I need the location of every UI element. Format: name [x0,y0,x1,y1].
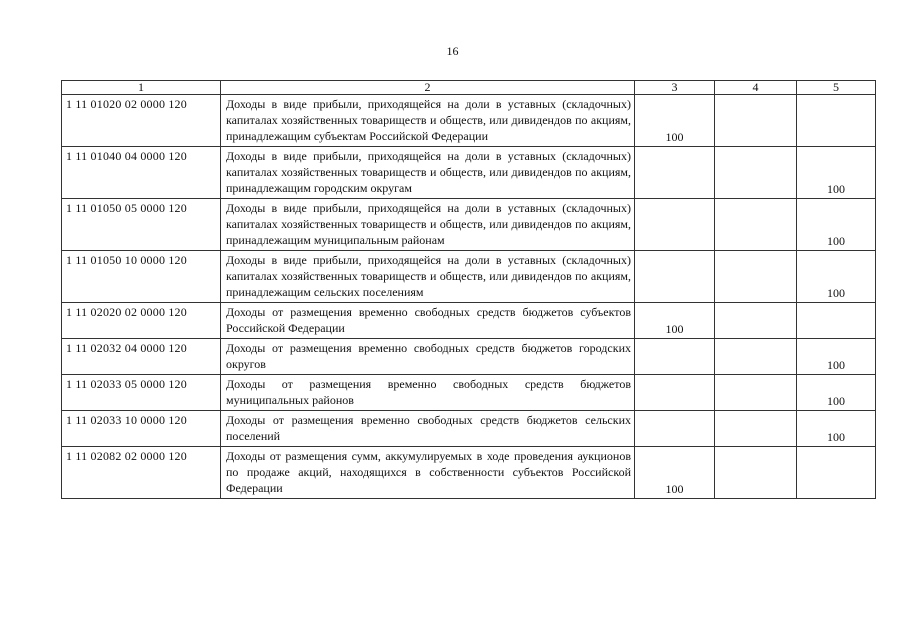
income-description: Доходы в виде прибыли, приходящейся на доли в уставных (складочных) капиталах хозяйственных товариществ и обществ, или дивидендов по акциям, принадлежащим муниципальным районам [221,199,635,251]
budget-code: 1 11 02032 04 0000 120 [62,339,221,375]
table-row [62,199,876,251]
budget-classification-table [61,80,876,499]
norm-col-3 [635,147,715,199]
table-row [62,447,876,499]
norm-col-4 [715,411,797,447]
table-row [62,95,876,147]
header-col-3: 3 [635,81,715,95]
header-col-4: 4 [715,81,797,95]
income-description: Доходы в виде прибыли, приходящейся на доли в уставных (складочных) капиталах хозяйственных товариществ и обществ, или дивидендов по акциям, принадлежащим городским округам [221,147,635,199]
norm-col-4 [715,199,797,251]
budget-code: 1 11 02033 05 0000 120 [62,375,221,411]
table-row [62,411,876,447]
norm-col-4 [715,375,797,411]
norm-col-5: 100 [797,199,876,251]
header-col-2: 2 [221,81,635,95]
budget-code: 1 11 02033 10 0000 120 [62,411,221,447]
header-row [62,81,876,95]
norm-col-5 [797,303,876,339]
norm-col-3 [635,339,715,375]
income-description: Доходы от размещения временно свободных средств бюджетов сельских поселений [221,411,635,447]
income-description: Доходы от размещения сумм, аккумулируемых в ходе проведения аукционов по продаже акций, находящихся в собственности субъектов Российской Федерации [221,447,635,499]
norm-col-5 [797,95,876,147]
budget-code: 1 11 01020 02 0000 120 [62,95,221,147]
norm-col-5 [797,447,876,499]
norm-col-3: 100 [635,447,715,499]
budget-code: 1 11 02020 02 0000 120 [62,303,221,339]
norm-col-4 [715,303,797,339]
norm-col-3 [635,411,715,447]
budget-code: 1 11 01050 05 0000 120 [62,199,221,251]
norm-col-4 [715,447,797,499]
norm-col-4 [715,339,797,375]
norm-col-3 [635,199,715,251]
norm-col-5: 100 [797,251,876,303]
table-row [62,147,876,199]
norm-col-3: 100 [635,303,715,339]
budget-code: 1 11 01050 10 0000 120 [62,251,221,303]
table-row [62,251,876,303]
header-col-1: 1 [62,81,221,95]
norm-col-3 [635,251,715,303]
norm-col-4 [715,95,797,147]
income-description: Доходы в виде прибыли, приходящейся на доли в уставных (складочных) капиталах хозяйственных товариществ и обществ, или дивидендов по акциям, принадлежащим сельских поселениям [221,251,635,303]
income-description: Доходы от размещения временно свободных средств бюджетов городских округов [221,339,635,375]
page-number: 16 [446,44,459,58]
norm-col-5: 100 [797,339,876,375]
norm-col-5: 100 [797,375,876,411]
income-description: Доходы в виде прибыли, приходящейся на доли в уставных (складочных) капиталах хозяйственных товариществ и обществ, или дивидендов по акциям, принадлежащим субъектам Российской Федерации [221,95,635,147]
norm-col-5: 100 [797,411,876,447]
table-row [62,303,876,339]
norm-col-3: 100 [635,95,715,147]
table-row [62,339,876,375]
table-row [62,375,876,411]
income-description: Доходы от размещения временно свободных средств бюджетов субъектов Российской Федерации [221,303,635,339]
budget-code: 1 11 02082 02 0000 120 [62,447,221,499]
norm-col-3 [635,375,715,411]
norm-col-5: 100 [797,147,876,199]
budget-code: 1 11 01040 04 0000 120 [62,147,221,199]
income-description: Доходы от размещения временно свободных средств бюджетов муниципальных районов [221,375,635,411]
norm-col-4 [715,147,797,199]
norm-col-4 [715,251,797,303]
header-col-5: 5 [797,81,876,95]
